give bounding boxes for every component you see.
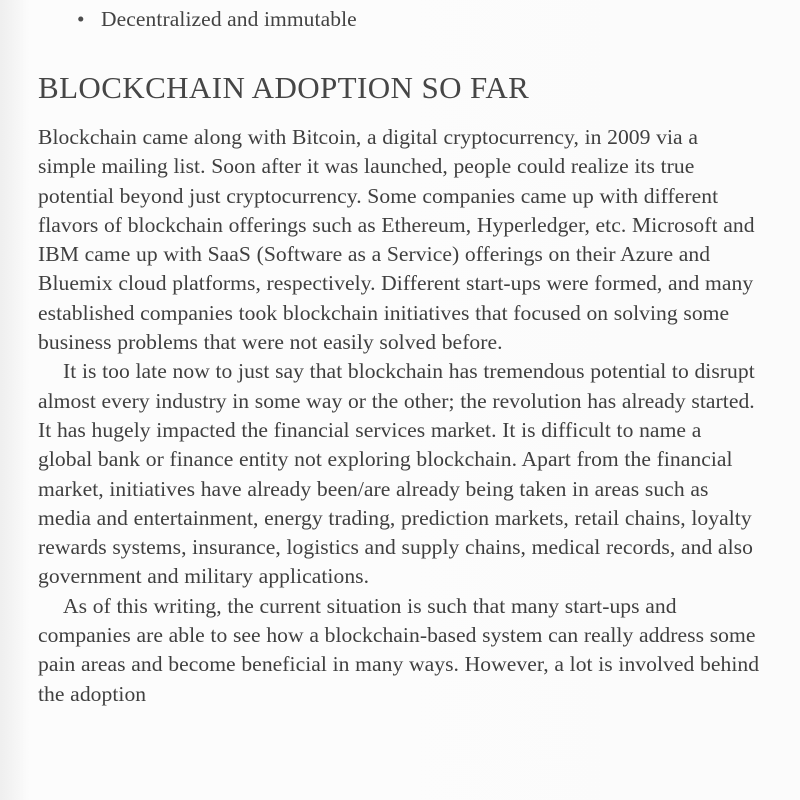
- paragraph-1: Blockchain came along with Bitcoin, a digital cryptocurrency, in 2009 via a simple mailing list. Soon after it was launched, people could realize its true potential beyond just cryptocurrency. Some companies came up with different flavors of blockchain offerings such as Ethereum, Hyperledger, etc. Microsoft and IBM came up with SaaS (Software as a Service) offerings on their Azure and Bluemix cloud platforms, respectively. Different start-ups were formed, and many established companies took blockchain initiatives that focused on solving some business problems that were not easily solved before.: [38, 125, 755, 355]
- paragraph-3: As of this writing, the current situation is such that many start-ups and companies are able to see how a blockchain-based system can really address some pain areas and become beneficial in many ways. However, a lot is involved behind the adoption: [38, 593, 760, 706]
- page-edge-shading: [0, 0, 30, 800]
- bullet-point-icon: •: [77, 7, 85, 31]
- list-item-label: Decentralized and immutable: [101, 7, 357, 31]
- page-content: [38, 0, 760, 706]
- section-heading: BLOCKCHAIN ADOPTION SO FAR: [38, 70, 530, 105]
- bullet-list: [38, 5, 760, 34]
- list-item: [38, 5, 760, 34]
- paragraph-2: It is too late now to just say that blockchain has tremendous potential to disrupt almost every industry in some way or the other; the revolution has already started. It has hugely impacted the financial services market. It is difficult to name a global bank or finance entity not exploring blockchain. Apart from the financial market, initiatives have already been/are already being taken in areas such as media and entertainment, energy trading, prediction markets, retail chains, loyalty rewards systems, insurance, logistics and supply chains, medical records, and also government and military applications.: [38, 359, 755, 589]
- body-copy: [38, 123, 760, 709]
